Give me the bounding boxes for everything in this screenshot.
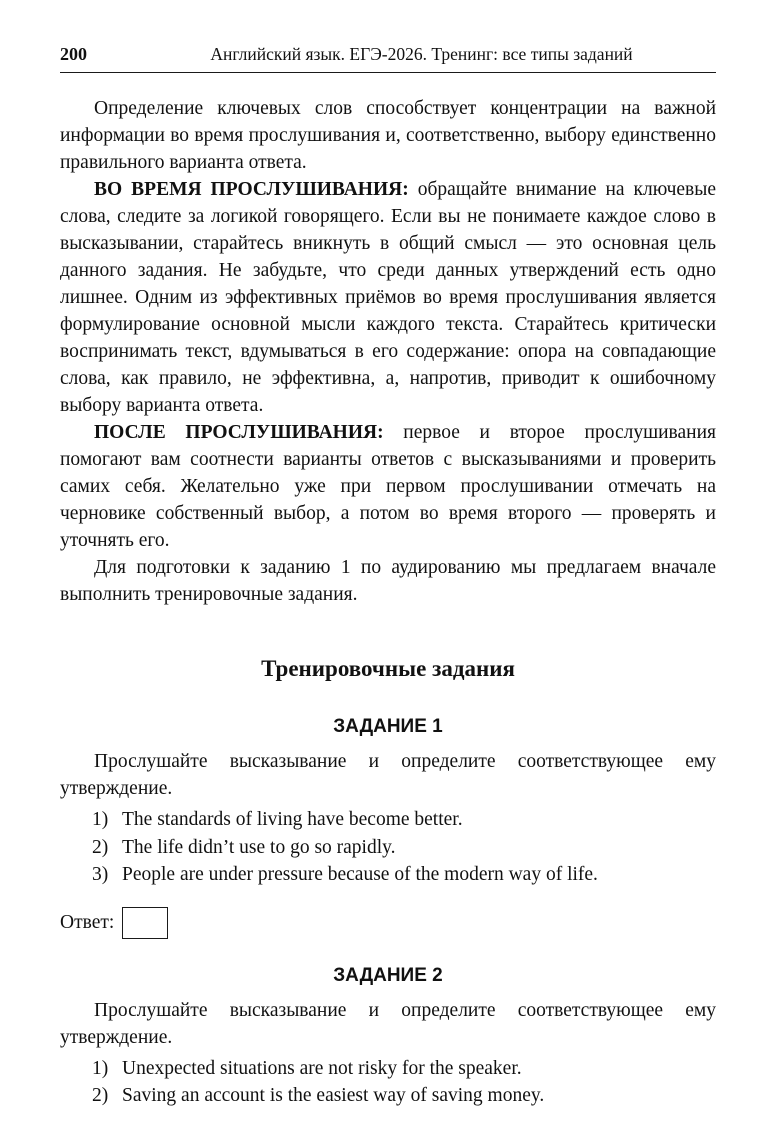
option-item	[60, 806, 716, 834]
running-header	[60, 44, 716, 73]
option-item	[60, 1082, 716, 1110]
option-number: 1)	[92, 809, 109, 830]
option-item	[60, 834, 716, 862]
page-content	[60, 95, 716, 1110]
option-item	[60, 1055, 716, 1083]
task-1	[60, 716, 716, 939]
option-number: 3)	[92, 864, 109, 885]
paragraph-body-text: обращайте внимание на ключевые слова, следите за логикой говорящего. Если вы не понимаете каждое слово в высказывании, старайтесь вникнуть в общий смысл — это основная цель данного задания. Не забудьте, что среди данных утверждений есть одно лишнее. Одним из эффективных приёмов во время прослушивания является формулирование основной мысли каждого текста. Старайтесь критически воспринимать текст, вдумываться в его содержание: опора на совпадающие слова, как правило, не эффективна, а, напротив, приводит к ошибочному выбору варианта ответа.	[60, 179, 717, 416]
option-number: 1)	[92, 1057, 109, 1079]
task-1-options-list	[60, 806, 716, 889]
paragraph-intro-4: Для подготовки к заданию 1 по аудированию мы предлагаем вначале выполнить тренировочные задания.	[60, 557, 716, 605]
answer-box	[122, 907, 168, 939]
paragraph-lead-bold: ПОСЛЕ ПРОСЛУШИВАНИЯ:	[94, 422, 384, 443]
paragraph-during-listening	[60, 176, 716, 419]
option-text: People are under pressure because of the modern way of life.	[122, 864, 598, 885]
page-number: 200	[60, 44, 87, 64]
task-2	[60, 965, 716, 1110]
paragraph-intro-1: Определение ключевых слов способствует концентрации на важной информации во время прослушивания и, соответственно, выбору единственно правильного варианта ответа.	[60, 98, 716, 173]
task-2-instruction: Прослушайте высказывание и определите соответствующее ему утверждение.	[60, 999, 716, 1048]
section-title: Тренировочные задания	[261, 656, 515, 681]
option-text: The standards of living have become better.	[122, 809, 463, 830]
option-number: 2)	[92, 836, 109, 858]
option-number: 2)	[92, 1085, 109, 1106]
answer-row	[60, 907, 716, 939]
option-text: The life didn’t use to go so rapidly.	[122, 836, 396, 858]
task-2-options-list	[60, 1055, 716, 1110]
option-text: Unexpected situations are not risky for the speaker.	[122, 1057, 522, 1079]
option-text: Saving an account is the easiest way of saving money.	[122, 1085, 545, 1106]
task-2-heading: ЗАДАНИЕ 2	[333, 964, 443, 986]
answer-label: Ответ:	[60, 911, 115, 933]
task-1-heading: ЗАДАНИЕ 1	[333, 716, 443, 737]
header-title: Английский язык. ЕГЭ-2026. Тренинг: все типы заданий	[210, 44, 633, 64]
paragraph-after-listening	[60, 419, 716, 554]
option-item	[60, 861, 716, 889]
task-1-instruction: Прослушайте высказывание и определите соответствующее ему утверждение.	[60, 751, 716, 799]
paragraph-body-text: первое и второе прослушивания помогают вам соотнести варианты ответов с высказываниями и проверить самих себя. Желательно уже при первом прослушивании отмечать на черновике собственный выбор, а потом во время второго — проверять и уточнять его.	[60, 422, 716, 551]
paragraph-lead-bold: ВО ВРЕМЯ ПРОСЛУШИВАНИЯ:	[94, 179, 409, 200]
